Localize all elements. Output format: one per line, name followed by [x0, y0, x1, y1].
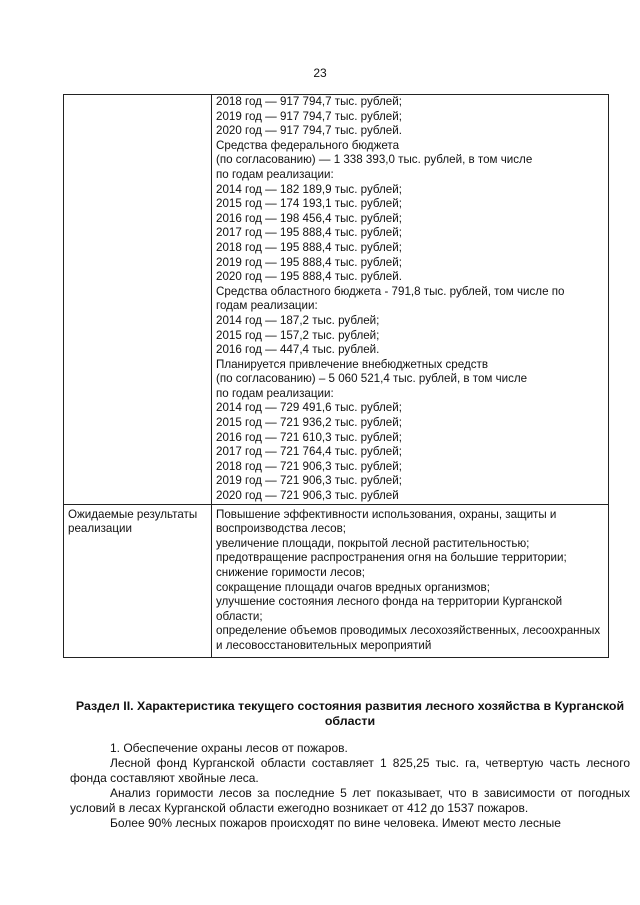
paragraph: Более 90% лесных пожаров происходят по вине человека. Имеют место лесные: [110, 816, 561, 830]
text-line: 2020 год — 195 888,4 тыс. рублей.: [216, 270, 402, 284]
text-line: Средства областного бюджета - 791,8 тыс. рублей, том числе по: [216, 284, 565, 298]
section-2: [70, 699, 630, 831]
text-line: 2019 год — 721 906,3 тыс. рублей;: [216, 474, 402, 488]
text-line: Средства федерального бюджета: [216, 138, 400, 152]
paragraph: Анализ горимости лесов за последние 5 лет показывает, что в зависимости от погодных условий в лесах Курганской области ежегодно возникает от 412 до 1537 пожаров.: [70, 786, 630, 815]
row-label-cell: Ожидаемые результаты реализации: [64, 504, 212, 657]
text-line: предотвращение распространения огня на большие территории;: [216, 551, 567, 565]
text-line: улучшение состояния лесного фонда на территории Курганской области;: [216, 595, 563, 623]
text-line: 2019 год — 195 888,4 тыс. рублей;: [216, 255, 402, 269]
text-line: 2020 год — 721 906,3 тыс. рублей: [216, 489, 399, 503]
text-line: 2020 год — 917 794,7 тыс. рублей.: [216, 124, 402, 138]
text-line: (по согласованию) – 5 060 521,4 тыс. рублей, в том числе: [216, 372, 528, 386]
text-line: 2018 год — 917 794,7 тыс. рублей;: [216, 95, 402, 108]
row-value-cell: [212, 504, 609, 657]
text-line: 2014 год — 729 491,6 тыс. рублей;: [216, 401, 402, 415]
text-line: Повышение эффективности использования, охраны, защиты и воспроизводства лесов;: [216, 507, 557, 536]
section-title: Раздел II. Характеристика текущего состояния развития лесного хозяйства в Курганской области: [75, 699, 625, 728]
text-line: определение объемов проводимых лесохозяйственных, лесоохранных и лесовосстановительных мероприятий: [216, 624, 601, 652]
text-line: годам реализации:: [216, 299, 318, 313]
text-line: 2014 год — 182 189,9 тыс. рублей;: [216, 182, 402, 196]
text-line: 2018 год — 195 888,4 тыс. рублей;: [216, 240, 402, 254]
text-line: 2016 год — 447,4 тыс. рублей.: [216, 343, 380, 357]
row-label-cell: [64, 95, 212, 505]
table-row: [64, 504, 609, 657]
text-line: 2017 год — 195 888,4 тыс. рублей;: [216, 226, 402, 240]
text-line: 2014 год — 187,2 тыс. рублей;: [216, 313, 380, 327]
paragraph: Лесной фонд Курганской области составляет 1 825,25 тыс. га, четвертую часть лесного фонда составляют хвойные леса.: [70, 756, 630, 785]
text-line: 2016 год — 198 456,4 тыс. рублей;: [216, 211, 402, 225]
paragraph: 1. Обеспечение охраны лесов от пожаров.: [110, 741, 348, 755]
text-line: сокращение площади очагов вредных организмов;: [216, 580, 490, 594]
text-line: Планируется привлечение внебюджетных средств: [216, 357, 488, 371]
text-line: 2015 год — 174 193,1 тыс. рублей;: [216, 197, 402, 211]
text-line: 2017 год — 721 764,4 тыс. рублей;: [216, 445, 402, 459]
text-line: снижение горимости лесов;: [216, 566, 365, 579]
text-line: 2016 год — 721 610,3 тыс. рублей;: [216, 430, 402, 444]
table-row: [64, 95, 609, 505]
text-line: увеличение площади, покрытой лесной растительностью;: [216, 536, 530, 550]
text-line: (по согласованию) — 1 338 393,0 тыс. рублей, в том числе: [216, 153, 533, 167]
passport-table: [63, 94, 609, 658]
text-line: 2015 год — 157,2 тыс. рублей;: [216, 328, 380, 342]
page-number: 23: [313, 66, 327, 80]
text-line: 2015 год — 721 936,2 тыс. рублей;: [216, 416, 402, 430]
text-line: по годам реализации:: [216, 386, 334, 400]
text-line: по годам реализации:: [216, 167, 334, 181]
text-line: 2018 год — 721 906,3 тыс. рублей;: [216, 459, 402, 473]
row-value-cell: [212, 95, 609, 505]
text-line: 2019 год — 917 794,7 тыс. рублей;: [216, 109, 402, 123]
